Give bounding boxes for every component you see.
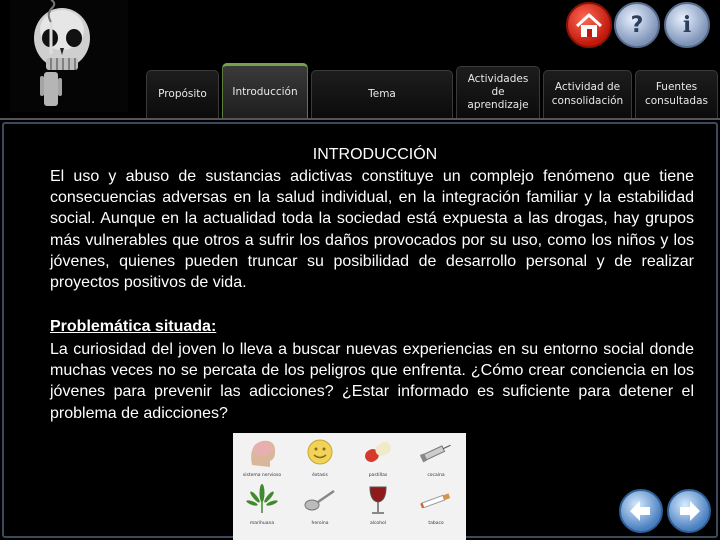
tab-label: Fuentes consultadas [644, 81, 708, 107]
tab-proposito[interactable] [146, 70, 219, 118]
capsule-icon [358, 435, 398, 469]
cigarette-icon [416, 483, 456, 517]
arrow-right-icon [669, 491, 709, 531]
illustration-caption: alcohol [369, 521, 387, 526]
illustration-caption: sistema nervioso [242, 473, 282, 478]
help-button[interactable] [614, 2, 660, 48]
list-item [233, 483, 291, 526]
info-icon: i [682, 12, 692, 38]
head-icon [242, 435, 282, 469]
tab-label: Actividad de consolidación [551, 81, 624, 107]
list-item [349, 435, 407, 478]
arrow-left-icon [621, 491, 661, 531]
problem-paragraph: La curiosidad del joven lo lleva a buscar nuevas experiencias en su entorno social donde muchas veces no se percata de los peligros que enfrenta. ¿Cómo crear conciencia en los jóvenes para prevenir las adicciones? ¿Estar informado es suficiente para detener el problema de adicciones? [50, 341, 694, 422]
home-button[interactable] [566, 2, 612, 48]
illustration-caption: heroína [311, 521, 329, 526]
illustration-caption: pastillas [368, 473, 388, 478]
info-button[interactable] [664, 2, 710, 48]
tab-fuentes[interactable] [635, 70, 718, 118]
list-item [407, 483, 465, 526]
syringe-icon [416, 435, 456, 469]
header [0, 0, 720, 118]
illustration-caption: cocaína [427, 473, 445, 478]
page-title: INTRODUCCIÓN [312, 146, 438, 163]
intro-paragraph: El uso y abuso de sustancias adictivas constituye un complejo fenómeno que tiene consecuencias adversas en la salud individual, en la integración familiar y la estabilidad social. Aunque en la actualidad toda la sociedad está expuesta a las drogas, hay grupos más vulnerables que otros a sufrir los daños provocados por su uso, como los niños y los jóvenes, quienes pueden truncar su posibilidad de desarrollo personal y de realizar proyectos positivos de vida. [50, 168, 694, 292]
tab-introduccion[interactable] [222, 63, 308, 118]
tab-bar [0, 60, 720, 118]
spoon-icon [300, 483, 340, 517]
list-item [291, 483, 349, 526]
tab-consolidacion[interactable] [543, 70, 632, 118]
previous-button[interactable] [619, 489, 663, 533]
tab-label: Actividades de aprendizaje [467, 72, 529, 112]
illustration-caption: éxtasis [312, 473, 328, 478]
list-item [349, 483, 407, 526]
tab-tema[interactable] [311, 70, 453, 118]
illustration-caption: tabaco [428, 521, 444, 526]
drugs-illustration [233, 433, 466, 540]
list-item [233, 435, 291, 478]
problem-heading: Problemática situada: [50, 318, 217, 335]
tab-label: Propósito [158, 87, 207, 100]
leaf-icon [242, 483, 282, 517]
tab-actividades[interactable] [456, 66, 540, 118]
tab-label: Introducción [232, 86, 298, 98]
tab-label: Tema [368, 87, 396, 100]
next-button[interactable] [667, 489, 711, 533]
home-icon [568, 4, 610, 46]
illustration-caption: marihuana [249, 521, 275, 526]
help-icon: ? [630, 12, 644, 38]
wine-glass-icon [358, 483, 398, 517]
list-item [407, 435, 465, 478]
list-item [291, 435, 349, 478]
smiley-pill-icon [300, 435, 340, 469]
